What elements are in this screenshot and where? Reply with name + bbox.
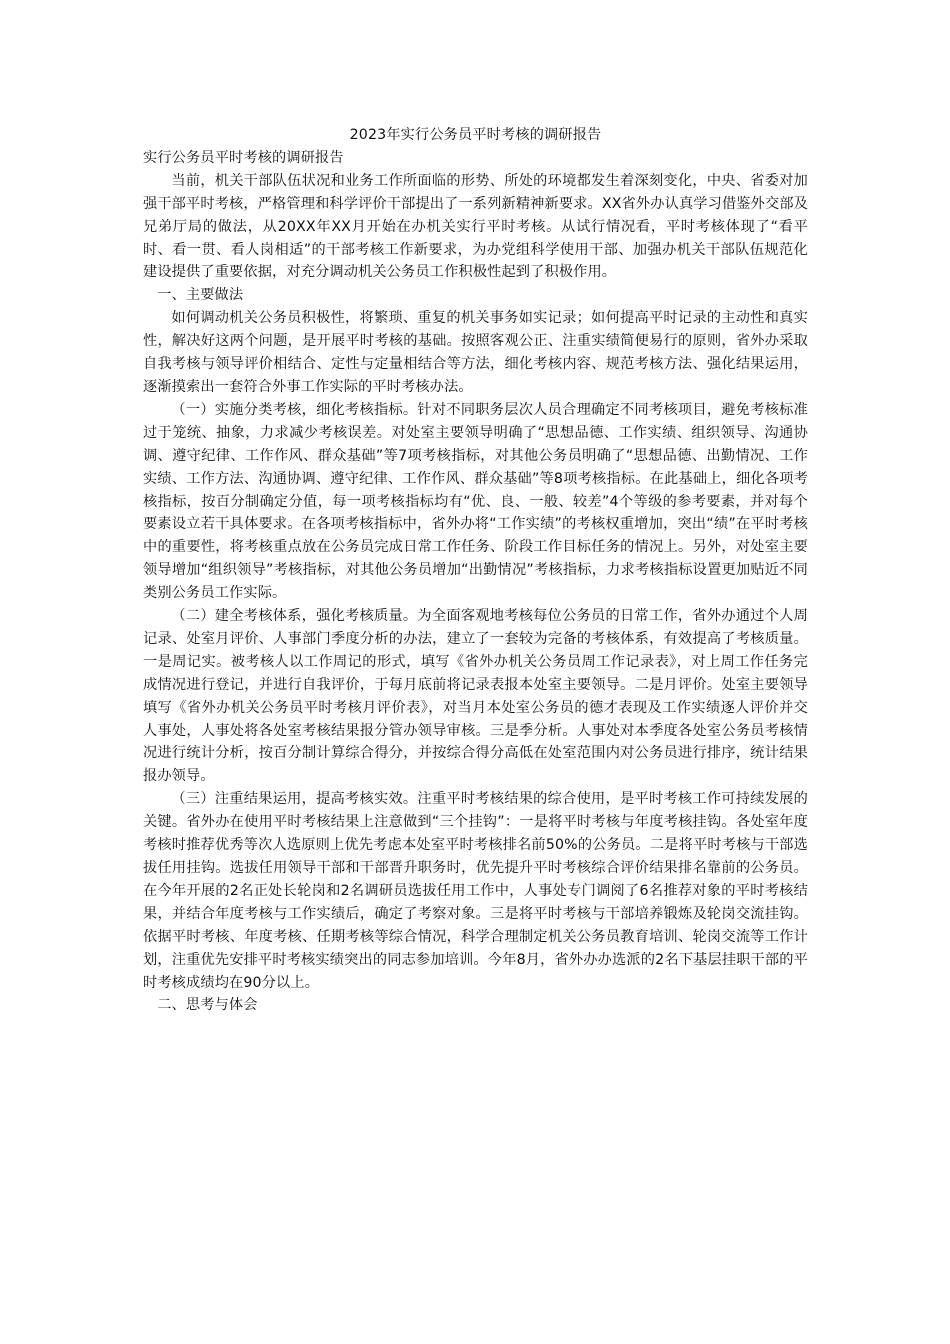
document-body bbox=[143, 124, 808, 1017]
item-assessment-system: （二）建全考核体系，强化考核质量。为全面客观地考核每位公务员的日常工作，省外办通过个人周记录、处室月评价、人事部门季度分析的办法，建立了一套较为完备的考核体系，有效提高了考核质量。一是周记实。被考核人以工作周记的形式，填写《省外办机关公务员周工作记录表》，对上周工作任务完成情况进行登记，并进行自我评价，于每月底前将记录表报本处室主要领导。二是月评价。处室主要领导填写《省外办机关公务员平时考核月评价表》，对当月本处室公务员的德才表现及工作实绩逐人评价并交人事处，人事处将各处室考核结果报分管办领导审核。三是季分析。人事处对本季度各处室公务员考核情况进行统计分析，按百分制计算综合得分，并按综合得分高低在处室范围内对公务员进行排序，统计结果报办领导。 bbox=[143, 608, 808, 785]
section-heading-main-practices: 一、主要做法 bbox=[157, 287, 244, 304]
document-title: 2023年实行公务员平时考核的调研报告 bbox=[349, 127, 602, 143]
item-classified-assessment: （一）实施分类考核，细化考核指标。针对不同职务层次人员合理确定不同考核项目，避免考核标准过于笼统、抽象，力求减少考核误差。对处室主要领导明确了“思想品德、工作实绩、组织领导、沟通协调、遵守纪律、工作作风、群众基础”等7项考核指标，对其他公务员明确了“思想品德、出勤情况、工作实绩、工作方法、沟通协调、遵守纪律、工作作风、群众基础”等8项考核指标。在此基础上，细化各项考核指标，按百分制确定分值，每一项考核指标均有“优、良、一般、较差”4个等级的参考要素，并对每个要素设立若干具体要求。在各项考核指标中，省外办将“工作实绩”的考核权重增加，突出“绩”在平时考核中的重要性，将考核重点放在公务员完成日常工作任务、阶段工作目标任务的情况上。另外，对处室主要领导增加“组织领导”考核指标，对其他公务员增加“出勤情况”考核指标，力求考核指标设置更加贴近不同类别公务员工作实际。 bbox=[143, 401, 808, 602]
section-heading-reflections: 二、思考与体会 bbox=[157, 997, 258, 1014]
intro-paragraph: 当前，机关干部队伍状况和业务工作所面临的形势、所处的环境都发生着深刻变化，中央、省委对加强干部平时考核，严格管理和科学评价干部提出了一系列新精神新要求。XX省外办认真学习借鉴外交部及兄弟厅局的做法，从20XX年XX月开始在办机关实行平时考核。从试行情况看，平时考核体现了“看平时、看一贯、看人岗相适”的干部考核工作新要求，为办党组科学使用干部、加强办机关干部队伍规范化建设提供了重要依据，对充分调动机关公务员工作积极性起到了积极作用。 bbox=[143, 172, 808, 281]
document-subtitle: 实行公务员平时考核的调研报告 bbox=[143, 149, 344, 166]
main-practices-paragraph: 如何调动机关公务员积极性，将繁琐、重复的机关事务如实记录；如何提高平时记录的主动性和真实性，解决好这两个问题，是开展平时考核的基础。按照客观公正、注重实绩简便易行的原则，省外办采取自我考核与领导评价相结合、定性与定量相结合等方法，细化考核内容、规范考核方法、强化结果运用，逐渐摸索出一套符合外事工作实际的平时考核办法。 bbox=[143, 310, 808, 395]
item-result-application: （三）注重结果运用，提高考核实效。注重平时考核结果的综合使用，是平时考核工作可持续发展的关键。省外办在使用平时考核结果上注意做到“三个挂钩”：一是将平时考核与年度考核挂钩。各处室年度考核时推荐优秀等次人选原则上优先考虑本处室平时考核排名前50%的公务员。二是将平时考核与干部选拔任用挂钩。选拔任用领导干部和干部晋升职务时，优先提升平时考核综合评价结果排名靠前的公务员。在今年开展的2名正处长轮岗和2名调研员选拔任用工作中，人事处专门调阅了6名推荐对象的平时考核结果，并结合年度考核与工作实绩后，确定了考察对象。三是将平时考核与干部培养锻炼及轮岗交流挂钩。依据平时考核、年度考核、任期考核等综合情况，科学合理制定机关公务员教育培训、轮岗交流等工作计划，注重优先安排平时考核实绩突出的同志参加培训。今年8月，省外办办选派的2名下基层挂职干部的平时考核成绩均在90分以上。 bbox=[143, 791, 808, 991]
